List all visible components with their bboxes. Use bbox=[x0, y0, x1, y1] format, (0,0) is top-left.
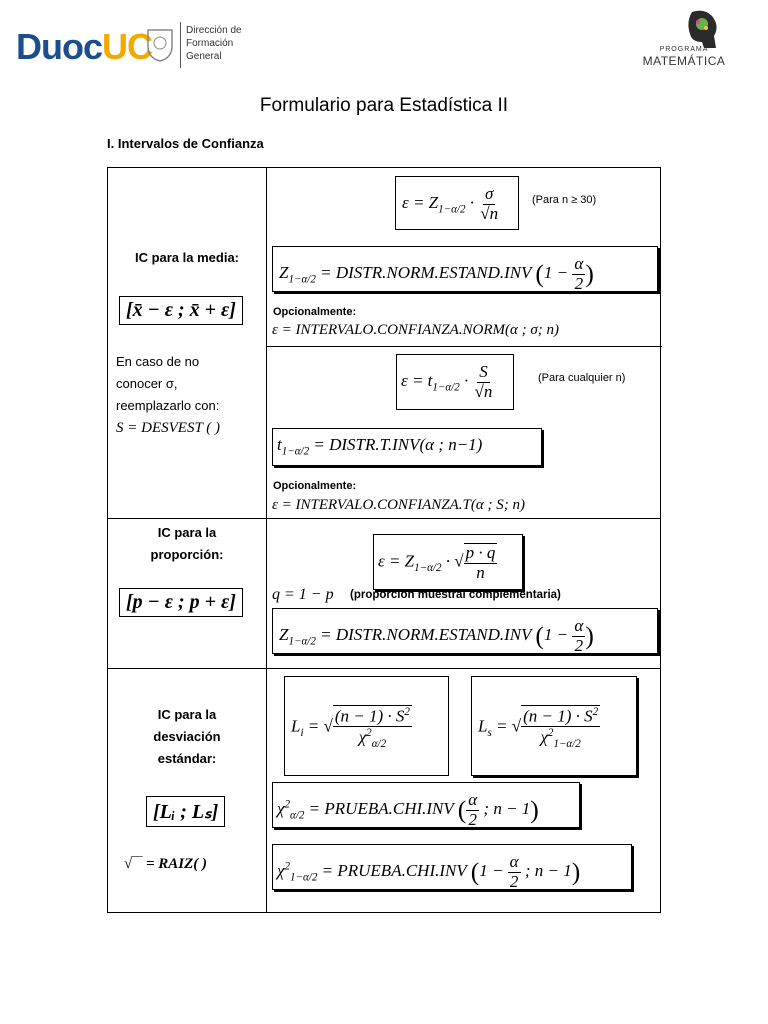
chi-lower-formula: $\chi^2_{\alpha/2}$ = PRUEBA.CHI.INV ( $\frac{\alpha}{2}$ ; n − 1) bbox=[277, 790, 539, 829]
z-inv-formula: $Z_{1-\alpha/2}$ = DISTR.NORM.ESTAND.INV (1 − $\frac{\alpha}{2}$ ) bbox=[279, 254, 594, 293]
raiz-note: √‾‾ = RAIZ( ) bbox=[124, 856, 208, 872]
unknown-sigma-note: En caso de no conocer σ, reemplazarlo con: S = DESVEST ( ) bbox=[116, 354, 221, 436]
z-inv-formula-2: $Z_{1-\alpha/2}$ = DISTR.NORM.ESTAND.INV (1 − $\frac{\alpha}{2}$ ) bbox=[279, 616, 594, 655]
z-inv-formula-box bbox=[272, 246, 658, 292]
epsilon-t-formula-box bbox=[396, 354, 514, 410]
epsilon-z-formula: $\varepsilon = Z_{1-\alpha/2}$ · $\frac{\sigma}{√n}$ bbox=[402, 184, 499, 223]
header-divider bbox=[180, 22, 181, 68]
optional-label: Opcionalmente: bbox=[273, 306, 357, 318]
program-name: MATEMÁTICA bbox=[642, 54, 726, 68]
epsilon-t-formula: $\varepsilon = t_{1-\alpha/2}$ · $\frac{S}{√n}$ bbox=[401, 362, 493, 401]
epsilon-p-formula: $\varepsilon = Z_{1-\alpha/2}$ · √ $\frac{p \cdot q}{n}$ bbox=[378, 543, 496, 582]
optional-label-2: Opcionalmente: bbox=[273, 480, 357, 492]
formula-table bbox=[107, 167, 661, 913]
chi-upper-formula: $\chi^2_{1-\alpha/2}$ = PRUEBA.CHI.INV (1 − $\frac{\alpha}{2}$ ; n − 1) bbox=[277, 852, 581, 891]
note-n30: (Para n ≥ 30) bbox=[532, 194, 597, 206]
ls-formula: $L_s$ = √ $\frac{(n - 1) \cdot S^2}{\chi^2_{1-\alpha/2}}$ bbox=[478, 706, 599, 751]
epsilon-z-formula-box bbox=[395, 176, 519, 230]
t-inv-formula-box bbox=[272, 428, 542, 466]
org-name: Dirección de Formación General bbox=[186, 25, 242, 62]
li-formula-box bbox=[284, 676, 449, 776]
li-formula: $L_i$ = √ $\frac{(n - 1) \cdot S^2}{\chi^2_{\alpha/2}}$ bbox=[291, 706, 410, 751]
epsilon-p-formula-box bbox=[373, 534, 523, 590]
column-divider bbox=[266, 168, 267, 912]
optional-norm-formula: ε = INTERVALO.CONFIANZA.NORM(α ; σ; n) bbox=[272, 322, 559, 338]
chi-upper-formula-box bbox=[272, 844, 632, 890]
z-inv-formula-box-2 bbox=[272, 608, 658, 654]
chi-lower-formula-box bbox=[272, 782, 580, 828]
media-label: IC para la media: bbox=[134, 250, 240, 265]
duoc-logo: DuocUC bbox=[16, 26, 152, 67]
desviacion-interval: [Lᵢ ; Lₛ] bbox=[146, 796, 225, 827]
q-formula: q = 1 − p bbox=[272, 586, 334, 603]
proporcion-interval: [p − ε ; p + ε] bbox=[119, 588, 243, 617]
q-note: (proporción muestral complementaria) bbox=[350, 589, 561, 601]
document-title: Formulario para Estadística II bbox=[259, 95, 509, 116]
row-divider bbox=[108, 518, 660, 519]
t-inv-formula: $t_{1-\alpha/2}$ = DISTR.T.INV(α ; n−1) bbox=[277, 435, 483, 458]
program-label: PROGRAMA bbox=[659, 46, 709, 53]
note-any-n: (Para cualquier n) bbox=[538, 372, 626, 384]
section-heading: I. Intervalos de Confianza bbox=[107, 136, 264, 151]
page-header bbox=[0, 0, 768, 90]
ls-formula-box bbox=[471, 676, 637, 776]
row-divider bbox=[108, 668, 660, 669]
proporcion-label: IC para la proporción: bbox=[150, 525, 224, 562]
optional-t-formula: ε = INTERVALO.CONFIANZA.T(α ; S; n) bbox=[272, 497, 525, 513]
row-divider bbox=[266, 346, 662, 347]
media-interval: [x̄ − ε ; x̄ + ε] bbox=[119, 296, 243, 325]
seal-icon bbox=[146, 26, 174, 62]
desviacion-label: IC para la desviación estándar: bbox=[153, 707, 221, 766]
